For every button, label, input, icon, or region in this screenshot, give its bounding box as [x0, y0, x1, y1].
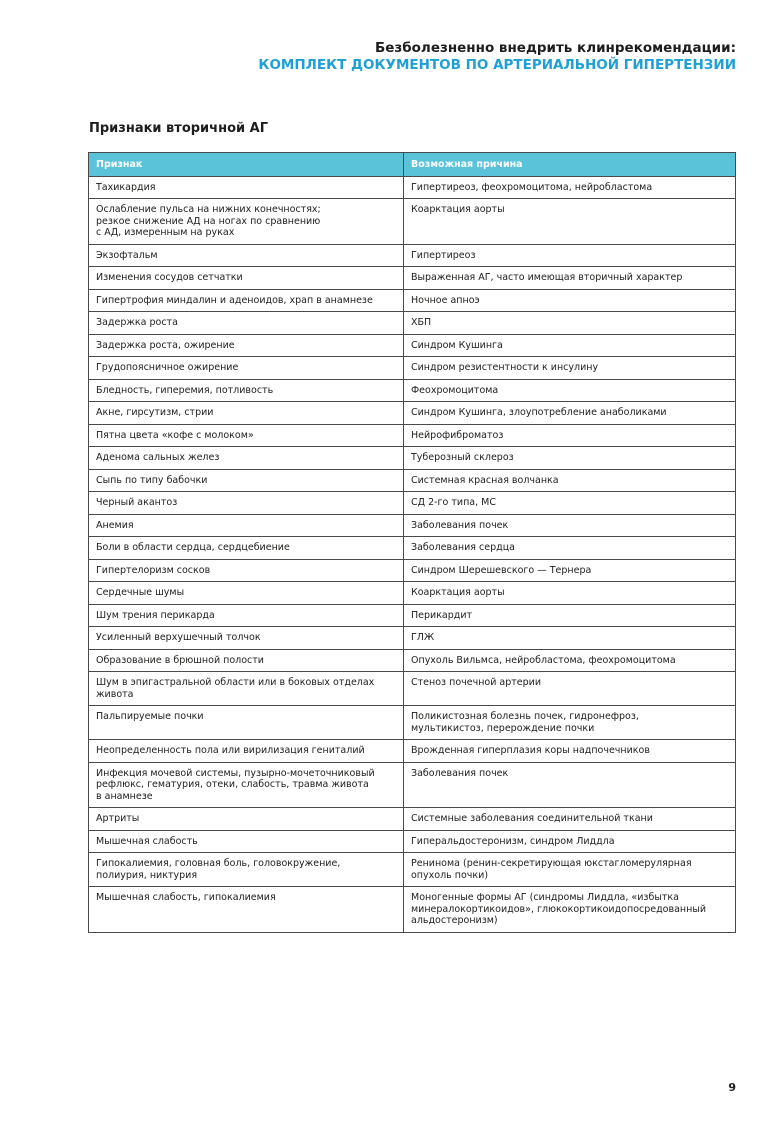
sign-cell: Усиленный верхушечный толчок: [89, 627, 404, 650]
cause-cell: Туберозный склероз: [404, 447, 736, 470]
cause-cell: ГЛЖ: [404, 627, 736, 650]
table-row: [89, 808, 736, 831]
table-row: [89, 334, 736, 357]
sign-cell: Гипокалиемия, головная боль, головокружение, полиурия, никтурия: [89, 853, 404, 887]
cause-cell: СД 2-го типа, МС: [404, 492, 736, 515]
cause-cell: Коарктация аорты: [404, 199, 736, 245]
table-header-row: [89, 153, 736, 177]
cause-cell: Выраженная АГ, часто имеющая вторичный характер: [404, 267, 736, 290]
cause-cell: Синдром Кушинга, злоупотребление анаболиками: [404, 402, 736, 425]
table-row: [89, 853, 736, 887]
table-row: [89, 649, 736, 672]
sign-cell: Инфекция мочевой системы, пузырно-мочеточниковый рефлюкс, гематурия, отеки, слабость, травма живота в анамнезе: [89, 762, 404, 808]
sign-cell: Изменения сосудов сетчатки: [89, 267, 404, 290]
cause-cell: Заболевания почек: [404, 514, 736, 537]
cause-cell: Нейрофиброматоз: [404, 424, 736, 447]
cause-cell: Коарктация аорты: [404, 582, 736, 605]
column-header-cause: Возможная причина: [404, 153, 736, 177]
sign-cell: Задержка роста: [89, 312, 404, 335]
sign-cell: Боли в области сердца, сердцебиение: [89, 537, 404, 560]
signs-table: [88, 152, 736, 933]
sign-cell: Образование в брюшной полости: [89, 649, 404, 672]
cause-cell: Поликистозная болезнь почек, гидронефроз, мультикистоз, перерождение почки: [404, 706, 736, 740]
sign-cell: Акне, гирсутизм, стрии: [89, 402, 404, 425]
sign-cell: Бледность, гиперемия, потливость: [89, 379, 404, 402]
sign-cell: Пальпируемые почки: [89, 706, 404, 740]
table-row: [89, 447, 736, 470]
table-row: [89, 312, 736, 335]
cause-cell: Ночное апноэ: [404, 289, 736, 312]
cause-cell: Стеноз почечной артерии: [404, 672, 736, 706]
cause-cell: Системные заболевания соединительной ткани: [404, 808, 736, 831]
table-row: [89, 199, 736, 245]
cause-cell: Заболевания почек: [404, 762, 736, 808]
sign-cell: Гипертрофия миндалин и аденоидов, храп в анамнезе: [89, 289, 404, 312]
cause-cell: Заболевания сердца: [404, 537, 736, 560]
cause-cell: ХБП: [404, 312, 736, 335]
table-row: [89, 469, 736, 492]
cause-cell: Моногенные формы АГ (синдромы Лиддла, «избытка минералокортикоидов», глюкокортикоидопосредованный альдостеронизм): [404, 887, 736, 933]
column-header-sign: Признак: [89, 153, 404, 177]
cause-cell: Гиперальдостеронизм, синдром Лиддла: [404, 830, 736, 853]
table-row: [89, 740, 736, 763]
sign-cell: Задержка роста, ожирение: [89, 334, 404, 357]
sign-cell: Экзофтальм: [89, 244, 404, 267]
table-body: [89, 176, 736, 932]
sign-cell: Черный акантоз: [89, 492, 404, 515]
table-row: [89, 176, 736, 199]
table-row: [89, 402, 736, 425]
sign-cell: Неопределенность пола или вирилизация гениталий: [89, 740, 404, 763]
sign-cell: Аденома сальных желез: [89, 447, 404, 470]
table-row: [89, 379, 736, 402]
table-row: [89, 706, 736, 740]
header-subtitle: КОМПЛЕКТ ДОКУМЕНТОВ ПО АРТЕРИАЛЬНОЙ ГИПЕРТЕНЗИИ: [258, 57, 736, 73]
table-row: [89, 830, 736, 853]
section-title: Признаки вторичной АГ: [89, 121, 268, 136]
table-row: [89, 492, 736, 515]
table-row: [89, 289, 736, 312]
header-title: Безболезненно внедрить клинрекомендации:: [374, 40, 736, 56]
sign-cell: Сыпь по типу бабочки: [89, 469, 404, 492]
table-row: [89, 267, 736, 290]
cause-cell: Феохромоцитома: [404, 379, 736, 402]
cause-cell: Опухоль Вильмса, нейробластома, феохромоцитома: [404, 649, 736, 672]
cause-cell: Системная красная волчанка: [404, 469, 736, 492]
cause-cell: Синдром Кушинга: [404, 334, 736, 357]
sign-cell: Гипертелоризм сосков: [89, 559, 404, 582]
table-row: [89, 762, 736, 808]
cause-cell: Синдром Шерешевского — Тернера: [404, 559, 736, 582]
table-row: [89, 887, 736, 933]
sign-cell: Мышечная слабость: [89, 830, 404, 853]
table-row: [89, 627, 736, 650]
sign-cell: Анемия: [89, 514, 404, 537]
table-row: [89, 357, 736, 380]
cause-cell: Перикардит: [404, 604, 736, 627]
sign-cell: Грудопоясничное ожирение: [89, 357, 404, 380]
table-row: [89, 559, 736, 582]
page-number: 9: [728, 1081, 736, 1094]
sign-cell: Сердечные шумы: [89, 582, 404, 605]
cause-cell: Гипертиреоз: [404, 244, 736, 267]
sign-cell: Пятна цвета «кофе с молоком»: [89, 424, 404, 447]
document-header: [258, 40, 736, 74]
sign-cell: Шум в эпигастральной области или в боковых отделах живота: [89, 672, 404, 706]
table-row: [89, 244, 736, 267]
sign-cell: Шум трения перикарда: [89, 604, 404, 627]
table-row: [89, 424, 736, 447]
table-row: [89, 582, 736, 605]
table-row: [89, 604, 736, 627]
cause-cell: Синдром резистентности к инсулину: [404, 357, 736, 380]
sign-cell: Артриты: [89, 808, 404, 831]
sign-cell: Мышечная слабость, гипокалиемия: [89, 887, 404, 933]
table-row: [89, 514, 736, 537]
table-row: [89, 672, 736, 706]
cause-cell: Гипертиреоз, феохромоцитома, нейробластома: [404, 176, 736, 199]
table-row: [89, 537, 736, 560]
sign-cell: Ослабление пульса на нижних конечностях; резкое снижение АД на ногах по сравнению с АД, измеренным на руках: [89, 199, 404, 245]
sign-cell: Тахикардия: [89, 176, 404, 199]
cause-cell: Ренинома (ренин-секретирующая юкстагломерулярная опухоль почки): [404, 853, 736, 887]
cause-cell: Врожденная гиперплазия коры надпочечников: [404, 740, 736, 763]
